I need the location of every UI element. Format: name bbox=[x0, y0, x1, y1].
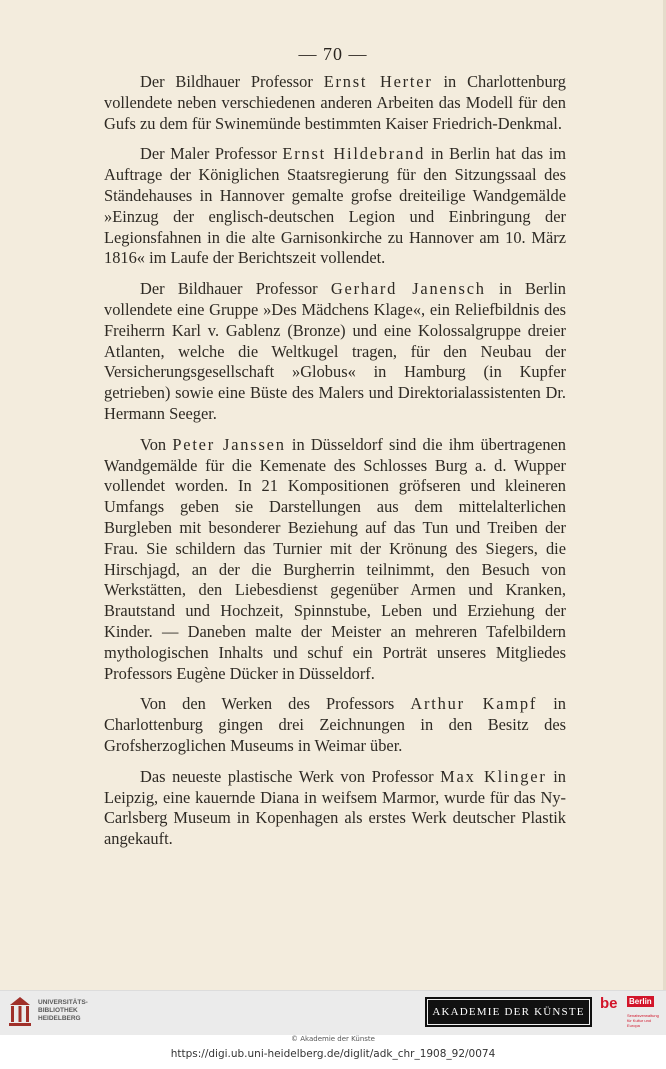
paragraph bbox=[104, 144, 566, 269]
paragraph-text: in Berlin vollendete eine Gruppe »Des Mädchens Klage«, ein Reliefbildnis des Freiherrn Karl v. Gablenz (Bronze) und eine Kolossalgruppe dreier Atlanten, welche die Weltkugel tragen, für den Neubau der Versicherungsgesellschaft »Globus« in Hamburg (in Kupfer getrieben) sowie eine Büste des Malers und Direktorialassistenten Dr. Hermann Seeger. bbox=[104, 279, 566, 423]
spaced-name: Gerhard Janensch bbox=[330, 279, 486, 299]
paragraph-text: Der Maler Professor bbox=[140, 144, 283, 164]
footer-band bbox=[0, 990, 666, 1035]
berlin-logo-subtext bbox=[627, 1013, 659, 1028]
paragraph bbox=[104, 767, 566, 850]
berlin-subtext-line: Senatsverwaltung bbox=[627, 1013, 659, 1018]
akademie-logo-text: AKADEMIE DER KÜNSTE bbox=[427, 999, 590, 1025]
permalink-url[interactable]: https://digi.ub.uni-heidelberg.de/diglit/adk_chr_1908_92/0074 bbox=[170, 1048, 496, 1060]
paragraph bbox=[104, 279, 566, 425]
body-text bbox=[104, 72, 566, 860]
paragraph-text: in Berlin hat das im Auftrage der Königlichen Staatsregierung für den Sitzungssaal des Ständehauses in Hannover gemalte grofse dreiteilige Wandgemälde »Einzug der englisch-deutschen Legion und Einbringung der Legionsfahnen in die alte Garnisonkirche zu Hannover am 10. März 1816« im Laufe der Berichtszeit vollendet. bbox=[104, 144, 566, 268]
university-name-line: BIBLIOTHEK bbox=[38, 1007, 78, 1014]
paragraph-text: in Düsseldorf sind die ihm übertragenen Wandgemälde für die Kemenate des Schlosses Burg a. d. Wupper vollendet worden. In 21 Kompositionen gröfseren und kleineren Umfangs geben sie Darstellungen aus dem mittelalterlichen Burgleben mit besonderer Beziehung auf das Tun und Treiben der Frau. Sie schildern das Turnier mit der Krönung des Siegers, die Hirschjagd, an der die Burgherrin teilnimmt, den Besuch von Werkstätten, den Liebesdienst gegenüber Armen und Kranken, Brautstand und Hochzeit, Spinnstube, Leben und Erziehung der Kinder. — Daneben malte der Meister an mehreren Tafelbildern mythologischen Inhalts und schuf ein Porträt unseres Mitgliedes Professors Eugène Dücker in Düsseldorf. bbox=[104, 434, 566, 683]
university-library-name bbox=[38, 999, 88, 1023]
paragraph bbox=[104, 435, 566, 685]
paragraph-text: Von bbox=[140, 434, 173, 454]
paragraph-text: Der Bildhauer Professor bbox=[140, 279, 331, 299]
spaced-name: Ernst Hildebrand bbox=[282, 144, 426, 164]
spaced-name: Max Klinger bbox=[440, 766, 547, 786]
university-library-logo-icon[interactable] bbox=[8, 995, 32, 1029]
berlin-senate-logo[interactable] bbox=[600, 995, 658, 1031]
berlin-logo-word: be bbox=[600, 995, 618, 1012]
university-name-line: UNIVERSITÄTS- bbox=[38, 999, 88, 1006]
paragraph-text: Von den Werken des Professors bbox=[140, 694, 411, 714]
copyright-notice: © Akademie der Künste bbox=[291, 1035, 375, 1043]
paragraph bbox=[104, 72, 566, 134]
paragraph-text: in Leipzig, eine kauernde Diana in weifsem Marmor, wurde für das Ny-Carlsberg Museum in Kopenhagen als erstes Werk deutscher Plastik angekauft. bbox=[104, 766, 566, 849]
spaced-name: Arthur Kampf bbox=[410, 694, 538, 714]
page-number: — 70 — bbox=[298, 44, 368, 64]
spaced-name: Ernst Herter bbox=[323, 72, 433, 91]
paragraph bbox=[104, 694, 566, 756]
spaced-name: Peter Janssen bbox=[172, 434, 286, 454]
paragraph-text: Der Bildhauer Professor bbox=[140, 72, 324, 91]
university-name-line: HEIDELBERG bbox=[38, 1015, 81, 1022]
berlin-logo-badge: Berlin bbox=[629, 997, 652, 1006]
akademie-der-kuenste-logo[interactable] bbox=[425, 997, 592, 1027]
berlin-subtext-line: für Kultur und Europa bbox=[627, 1018, 652, 1028]
paragraph-text: in Charlottenburg vollendete neben verschiedenen anderen Arbeiten das Modell für den Gufs zu dem für Swinemünde bestimmten Kaiser Friedrich-Denkmal. bbox=[104, 72, 567, 133]
paragraph-text: Das neueste plastische Werk von Professor bbox=[140, 766, 441, 786]
paragraph-text: in Charlottenburg gingen drei Zeichnungen in den Besitz des Grofsherzoglichen Museums in Weimar über. bbox=[104, 694, 566, 755]
